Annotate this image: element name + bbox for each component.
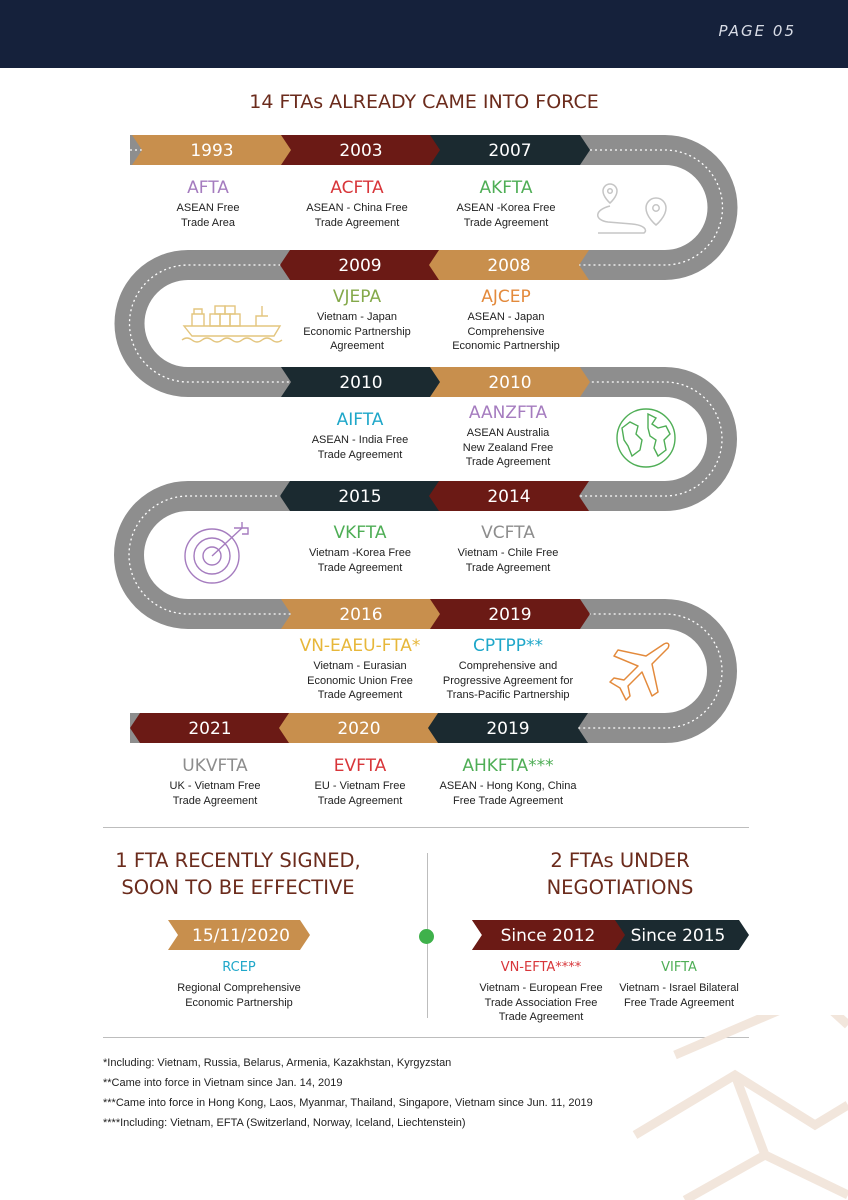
footnote-4: ****Including: Vietnam, EFTA (Switzerland, Norway, Iceland, Liechtenstein) — [103, 1117, 466, 1129]
fta-desc: Vietnam - Chile Free Trade Agreement — [457, 547, 559, 574]
globe-icon — [612, 406, 680, 470]
fta-desc: ASEAN - India Free Trade Agreement — [311, 434, 409, 461]
negotiation-banners — [472, 920, 750, 950]
fta-item — [433, 403, 583, 470]
signed-date: 15/11/2020 — [192, 926, 290, 946]
footnote-3: ***Came into force in Hong Kong, Laos, Myanmar, Thailand, Singapore, Vietnam since Jun. 11, 2019 — [103, 1097, 593, 1109]
target-icon — [182, 520, 254, 586]
year-label: 2010 — [488, 373, 532, 393]
vn-efta-item — [466, 958, 616, 1025]
fta-desc: Vietnam - Eurasian Economic Union Free Trade Agreement — [307, 660, 413, 701]
fta-abbr: CPTPP** — [472, 636, 543, 656]
year-label: 2020 — [337, 719, 381, 739]
fta-abbr: VCFTA — [481, 523, 535, 543]
since-2015-label: Since 2015 — [630, 926, 726, 946]
year-label: 2019 — [488, 605, 532, 625]
footnote-1: *Including: Vietnam, Russia, Belarus, Armenia, Kazakhstan, Kyrgyzstan — [103, 1057, 452, 1069]
year-label: 2014 — [487, 487, 531, 507]
fta-abbr: EVFTA — [333, 756, 387, 776]
fta-item — [431, 178, 581, 230]
fta-item — [431, 287, 581, 354]
fta-abbr: AANZFTA — [468, 403, 548, 423]
fta-desc: Vietnam - Japan Economic Partnership Agreement — [303, 311, 411, 352]
fta-abbr: VN-EAEU-FTA* — [299, 636, 421, 656]
fta-desc: EU - Vietnam Free Trade Agreement — [314, 780, 406, 807]
fta-item — [282, 287, 432, 354]
year-label: 2021 — [188, 719, 232, 739]
vifta-item — [608, 958, 750, 1010]
fta-item — [140, 756, 290, 808]
fta-abbr: AJCEP — [481, 287, 531, 307]
year-label: 2003 — [339, 141, 383, 161]
year-label: 2009 — [338, 256, 382, 276]
fta-desc: ASEAN -Korea Free Trade Agreement — [456, 202, 556, 229]
section-divider — [103, 827, 749, 828]
fta-item — [428, 756, 588, 808]
fta-desc: ASEAN - China Free Trade Agreement — [306, 202, 408, 229]
signed-heading: 1 FTA RECENTLY SIGNED, SOON TO BE EFFECTIVE — [115, 849, 361, 899]
fta-desc: ASEAN - Japan Comprehensive Economic Partnership — [452, 311, 560, 352]
vifta-abbr: VIFTA — [661, 960, 697, 975]
rcep-abbr: RCEP — [222, 960, 256, 975]
fta-desc: Vietnam -Korea Free Trade Agreement — [309, 547, 411, 574]
fta-item — [282, 178, 432, 230]
road-start-mask — [0, 130, 130, 170]
footnote-2: **Came into force in Vietnam since Jan. 14, 2019 — [103, 1077, 343, 1089]
year-label: 2016 — [339, 605, 383, 625]
fta-desc: ASEAN - Hong Kong, China Free Trade Agreement — [439, 780, 577, 807]
fta-abbr: ACFTA — [330, 178, 384, 198]
fta-desc: UK - Vietnam Free Trade Agreement — [169, 780, 261, 807]
fta-desc: Comprehensive and Progressive Agreement for Trans-Pacific Partnership — [442, 660, 574, 701]
vn-efta-desc: Vietnam - European Free Trade Association Free Trade Agreement — [479, 982, 603, 1023]
fta-item — [428, 636, 588, 703]
fta-item — [133, 178, 283, 230]
fta-abbr: AFTA — [187, 178, 229, 198]
rcep-desc: Regional Comprehensive Economic Partnership — [177, 982, 301, 1009]
fta-abbr: AHKFTA*** — [462, 756, 554, 776]
since-2012-label: Since 2012 — [500, 926, 596, 946]
vn-efta-abbr: VN-EFTA**** — [500, 960, 582, 975]
vifta-desc: Vietnam - Israel Bilateral Free Trade Agreement — [619, 982, 739, 1009]
fta-desc: ASEAN Free Trade Area — [176, 202, 240, 229]
fta-abbr: AIFTA — [336, 410, 384, 430]
fta-item — [285, 410, 435, 462]
divider-dot — [419, 929, 434, 944]
year-label: 2010 — [339, 373, 383, 393]
fta-item — [285, 756, 435, 808]
page-number: PAGE 05 — [718, 22, 796, 40]
signed-date-banner — [168, 920, 310, 950]
fta-abbr: AKFTA — [479, 178, 533, 198]
timeline-title: 14 FTAs ALREADY CAME INTO FORCE — [249, 91, 599, 113]
airplane-icon — [606, 638, 672, 704]
negotiations-heading: 2 FTAs UNDER NEGOTIATIONS — [546, 849, 694, 899]
fta-item — [433, 523, 583, 575]
year-label: 2019 — [486, 719, 530, 739]
fta-abbr: VKFTA — [333, 523, 387, 543]
fta-desc: ASEAN Australia New Zealand Free Trade Agreement — [462, 427, 554, 468]
fta-item — [280, 636, 440, 703]
map-route-icon — [590, 178, 672, 236]
year-label: 2008 — [487, 256, 531, 276]
fta-item — [285, 523, 435, 575]
year-label: 1993 — [190, 141, 234, 161]
decorative-watermark — [615, 1015, 848, 1200]
cargo-ship-icon — [180, 300, 288, 344]
fta-abbr: VJEPA — [332, 287, 382, 307]
fta-abbr: UKVFTA — [182, 756, 248, 776]
year-label: 2007 — [488, 141, 532, 161]
rcep-item — [164, 958, 314, 1010]
year-label: 2015 — [338, 487, 382, 507]
